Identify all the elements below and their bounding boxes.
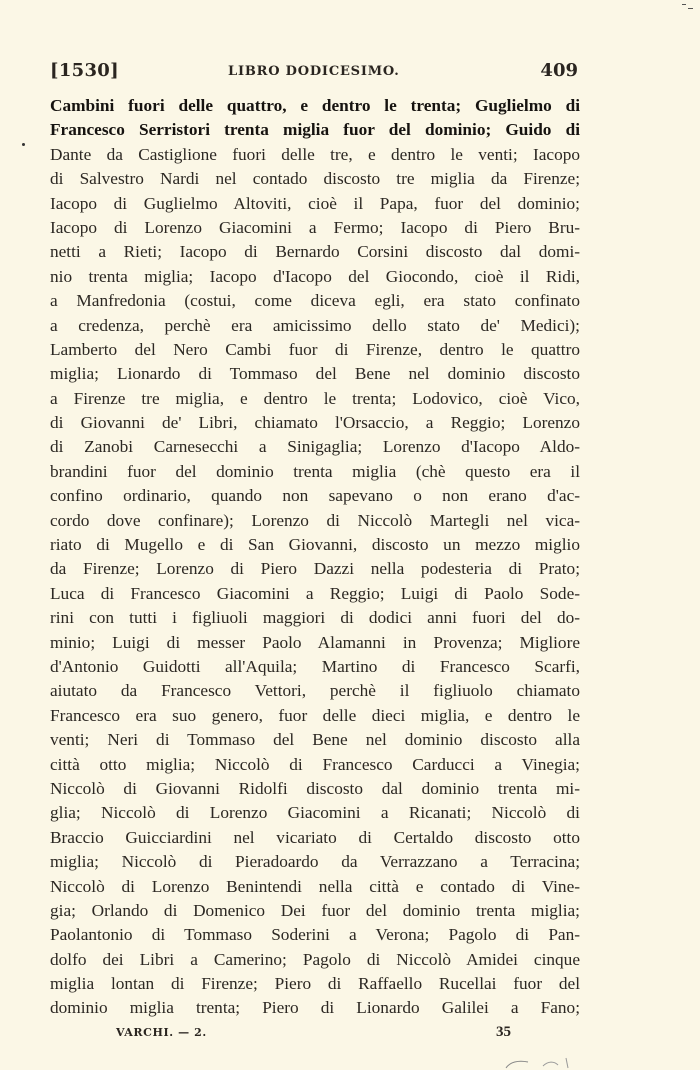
text-line: d'Antonio Guidotti all'Aquila; Martino di Francesco Scarfi, <box>50 656 580 676</box>
text-line: città otto miglia; Niccolò di Francesco Carducci a Vinegia; <box>50 754 580 774</box>
text-line: gia; Orlando di Domenico Dei fuor del dominio trenta miglia; <box>50 900 580 920</box>
text-line: Niccolò di Giovanni Ridolfi discosto dal dominio trenta mi- <box>50 778 580 798</box>
text-line: Lamberto del Nero Cambi fuor di Firenze, dentro le quattro <box>50 339 580 359</box>
text-line: a Manfredonia (costui, come diceva egli, era stato confinato <box>50 291 580 311</box>
text-line: Paolantonio di Tommaso Soderini a Verona; Pagolo di Pan- <box>50 925 580 945</box>
sheet-number: 35 <box>496 1024 511 1040</box>
text-line: di Zanobi Carnesecchi a Sinigaglia; Lorenzo d'Iacopo Aldo- <box>50 437 580 457</box>
margin-dot <box>22 143 25 146</box>
text-line: minio; Luigi di messer Paolo Alamanni in Provenza; Migliore <box>50 632 580 652</box>
text-line: netti a Rieti; Iacopo di Bernardo Corsini discosto dal domi- <box>50 242 580 262</box>
signature-mark: VARCHI. — 2. <box>116 1026 207 1039</box>
text-line: miglia; Lionardo di Tommaso del Bene nel dominio discosto <box>50 364 580 384</box>
text-line: cordo dove confinare); Lorenzo di Niccolò Martegli nel vica- <box>50 510 580 530</box>
text-line: glia; Niccolò di Lorenzo Giacomini a Ricanati; Niccolò di <box>50 803 580 823</box>
text-line: da Firenze; Lorenzo di Piero Dazzi nella podesteria di Prato; <box>50 559 580 579</box>
text-line: miglia; Niccolò di Pieradoardo da Verrazzano a Terracina; <box>50 852 580 872</box>
page-number: 409 <box>540 60 578 81</box>
page-footer <box>116 1026 516 1044</box>
text-line: dolfo dei Libri a Camerino; Pagolo di Niccolò Amidei cinque <box>50 949 580 969</box>
body-text <box>50 94 580 1021</box>
text-line: nio trenta miglia; Iacopo d'Iacopo del Giocondo, cioè il Ridi, <box>50 266 580 286</box>
watermark-smudge <box>498 1050 578 1070</box>
text-line: aiutato da Francesco Vettori, perchè il figliuolo chiamato <box>50 681 580 701</box>
text-line: miglia lontan di Firenze; Piero di Raffaello Rucellai fuor del <box>50 974 580 994</box>
text-line: riato di Mugello e di San Giovanni, discosto un mezzo miglio <box>50 535 580 555</box>
corner-speck-mark <box>682 2 694 12</box>
text-line: Cambini fuori delle quattro, e dentro le trenta; Guglielmo di <box>50 96 580 115</box>
text-line: rini con tutti i figliuoli maggiori di dodici anni fuori del do- <box>50 608 580 628</box>
text-line: di Giovanni de' Libri, chiamato l'Orsaccio, a Reggio; Lorenzo <box>50 413 580 433</box>
text-line: a credenza, perchè era amicissimo dello stato de' Medici); <box>50 315 580 335</box>
text-line: venti; Neri di Tommaso del Bene nel dominio discosto alla <box>50 730 580 750</box>
text-line: Luca di Francesco Giacomini a Reggio; Luigi di Paolo Sode- <box>50 583 580 603</box>
running-head <box>50 60 578 84</box>
text-line: Iacopo di Lorenzo Giacomini a Fermo; Iacopo di Piero Bru- <box>50 217 580 237</box>
text-line: confino ordinario, quando non sapevano o non erano d'ac- <box>50 486 580 506</box>
header-book-title: LIBRO DODICESIMO. <box>228 64 400 79</box>
text-line: Braccio Guicciardini nel vicariato di Certaldo discosto otto <box>50 827 580 847</box>
text-line: brandini fuor del dominio trenta miglia (chè questo era il <box>50 461 580 481</box>
text-line: dominio miglia trenta; Piero di Lionardo Galilei a Fano; <box>50 998 580 1018</box>
text-line: Iacopo di Guglielmo Altoviti, cioè il Papa, fuor del dominio; <box>50 193 580 213</box>
text-line: a Firenze tre miglia, e dentro le trenta; Lodovico, cioè Vico, <box>50 388 580 408</box>
text-line: Niccolò di Lorenzo Benintendi nella città e contado di Vine- <box>50 876 580 896</box>
text-line: Francesco era suo genero, fuor delle dieci miglia, e dentro le <box>50 705 580 725</box>
text-line: Francesco Serristori trenta miglia fuor del dominio; Guido di <box>50 120 580 140</box>
header-year: [1530] <box>50 60 119 81</box>
text-line: di Salvestro Nardi nel contado discosto tre miglia da Firenze; <box>50 169 580 189</box>
text-line: Dante da Castiglione fuori delle tre, e dentro le venti; Iacopo <box>50 144 580 164</box>
